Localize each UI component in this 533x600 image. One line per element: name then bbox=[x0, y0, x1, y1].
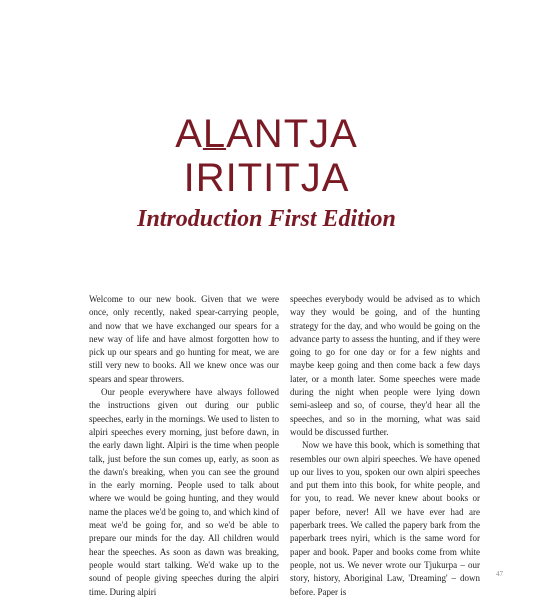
title-letter-l-underlined: L bbox=[202, 112, 227, 156]
page-subtitle: Introduction First Edition bbox=[137, 206, 396, 232]
title-letter-a: A bbox=[175, 112, 203, 156]
text-column-right bbox=[290, 293, 480, 599]
page-number: 47 bbox=[496, 570, 503, 578]
paragraph: Welcome to our new book. Given that we were once, only recently, naked spear-carrying people, and now that we have exchanged our spears for a new way of life and have almost forgotten how to pick up our spears and go hunting for meat, we are still very new to books. All we knew once was our spears and spear throwers. bbox=[89, 294, 279, 384]
title-rest: ANTJA bbox=[226, 112, 358, 156]
paragraph: Our people everywhere have always followed the instructions given out during our public speeches, early in the mornings. We used to listen to alpiri speeches every morning, just before dawn, in the early dawn light. Alpiri is the time when people talk, just before the sun comes up, early, as soon as the dawn's breaking, when you can see the ground in the early morning. People used to talk about where we would be going hunting, and they would name the places we'd be going to, and which kind of meat we'd be going for, and so we'd be able to prepare our minds for the day. All children would hear the speeches. As soon as dawn was breaking, people would start talking. We'd wake up to the sound of people giving speeches during the alpiri time. During alpiri bbox=[89, 387, 279, 597]
title-line-2: IRITITJA bbox=[183, 156, 350, 200]
title-line-1 bbox=[0, 112, 533, 156]
paragraph: Now we have this book, which is something that resembles our own alpiri speeches. We have opened up our lives to you, spoken our own alpiri speeches and put them into this book, for white people, and for you, to read. We never knew about books or paper before, never! All we have ever had are paperbark trees. We called the papery bark from the paperbark trees nyiri, which is the same word for paper and book. Paper and books come from white people, not us. We never wrote our Tjukurpa – our story, history, Aboriginal Law, 'Dreaming' – down before. Paper is bbox=[290, 440, 480, 597]
text-column-left bbox=[89, 293, 279, 599]
title-block bbox=[0, 112, 533, 234]
paragraph: speeches everybody would be advised as to which way they would be going, and of the hunting strategy for the day, and who would be going on the advance party to assess the hunting, and if they were going to go for one day or for a few nights and maybe keep going and then come back a few days later, or a month later. Some speeches were made during the night when people were lying down semi-asleep and so, of course, they'd hear all the speeches, and so in the morning, what was said would be discussed further. bbox=[290, 294, 480, 437]
